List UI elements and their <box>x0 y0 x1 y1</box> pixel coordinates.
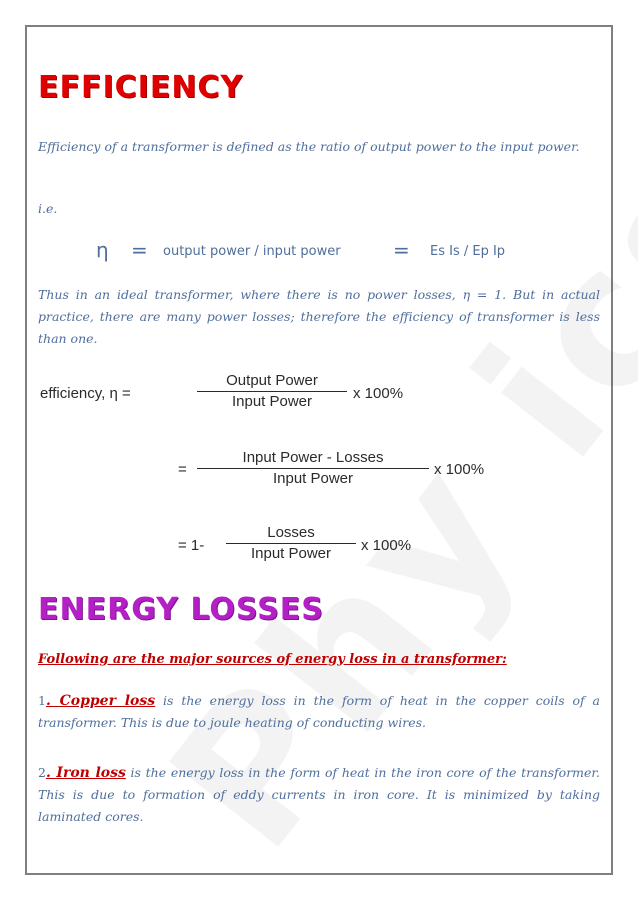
efficiency-heading: EFFICIENCY <box>38 70 244 105</box>
ie-label: i.e. <box>38 201 58 216</box>
voltage-current-ratio: Es Is / Ep Ip <box>430 244 506 259</box>
denominator: Input Power <box>231 393 313 410</box>
iron-loss-text: is the energy loss in the form of heat in the iron core of the transformer. This is due to formation of eddy currents in iron core. It is minimized by taking laminated cores. <box>38 765 601 824</box>
fraction-line1 <box>197 372 347 410</box>
multiplier: x 100% <box>361 537 412 554</box>
denominator: Input Power <box>272 470 354 487</box>
efficiency-definition: Efficiency of a transformer is defined as the ratio of output power to the input power. <box>38 139 580 154</box>
efficiency-equation <box>38 240 598 266</box>
equals-sign: = <box>131 238 148 262</box>
equals-sign: = <box>178 461 187 478</box>
fraction-bar <box>226 543 356 544</box>
copper-loss-item <box>38 690 600 734</box>
numerator: Input Power - Losses <box>242 449 384 466</box>
losses-subheading: Following are the major sources of energy loss in a transformer: <box>38 652 507 667</box>
numerator: Output Power <box>226 372 318 389</box>
eta-symbol: η <box>96 238 109 262</box>
energy-losses-heading: ENERGY LOSSES <box>38 592 324 627</box>
equals-sign: = <box>393 238 410 262</box>
multiplier: x 100% <box>434 461 485 478</box>
one-minus: = 1- <box>178 537 205 554</box>
formula-lhs: efficiency, η = <box>40 385 131 402</box>
copper-loss-term: . Copper loss <box>45 693 156 709</box>
ideal-transformer-text: Thus in an ideal transformer, where there is no power losses, η = 1. But in actual practice, there are many power losses; therefore the efficiency of transformer is less than one. <box>38 287 600 346</box>
power-ratio: output power / input power <box>163 244 341 259</box>
multiplier: x 100% <box>353 385 404 402</box>
fraction-bar <box>197 468 429 469</box>
fraction-bar <box>197 391 347 392</box>
numerator: Losses <box>267 524 315 541</box>
denominator: Input Power <box>250 545 332 562</box>
fraction-line3 <box>226 524 356 562</box>
item-number: 2 <box>38 765 46 780</box>
fraction-line2 <box>197 449 429 487</box>
iron-loss-term: . Iron loss <box>45 765 126 781</box>
copper-loss-text: is the energy loss in the form of heat in the copper coils of a transformer. This is due to joule heating of conducting wires. <box>38 693 600 730</box>
iron-loss-item <box>38 762 600 828</box>
item-number: 1 <box>38 693 46 708</box>
